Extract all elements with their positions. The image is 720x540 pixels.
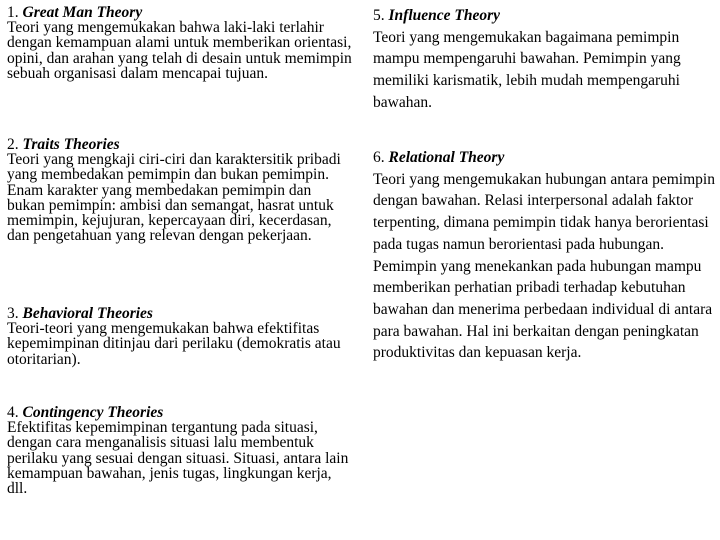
theory-description: Teori yang mengemukakan hubungan antara pemimpin dengan bawahan. Relasi interpersonal adalah faktor terpenting, dimana pemimpin tidak hanya berorientasi pada tugas namun berorientasi pada hubungan. Pemimpin yang menekankan pada hubungan mampu memberikan perhatian pribadi terhadap kebutuhan bawahan dan menerima perbedaan individual di antara para bawahan. Hal ini berkaitan dengan peningkatan produktivitas dan kepuasan kerja. — [373, 170, 715, 362]
theory-title: Behavioral Theories — [22, 305, 153, 322]
theory-item-traits — [7, 137, 353, 243]
theory-heading — [7, 306, 353, 321]
theory-heading — [7, 405, 353, 420]
theory-description: Efektifitas kepemimpinan tergantung pada situasi, dengan cara menganalisis situasi lalu membentuk perilaku yang sesuai dengan situasi. Situasi, antara lain kemampuan bawahan, jenis tugas, lingkungan kerja, dll. — [7, 419, 349, 498]
theory-title: Influence Theory — [388, 7, 501, 24]
theory-description: Teori yang mengemukakan bagaimana pemimpin mampu mempengaruhi bawahan. Pemimpin yang memiliki karismatik, lebih mudah mempengaruhi bawahan. — [373, 28, 681, 111]
theory-title: Great Man Theory — [22, 4, 143, 21]
theory-item-contingency — [7, 405, 353, 496]
theory-description: Teori yang mengkaji ciri-ciri dan karaktersitik pribadi yang membedakan pemimpin dan bukan pemimpin. Enam karakter yang membedakan pemimpin dan bukan pemimpin: ambisi dan semangat, hasrat untuk memimpin, kejujuran, kepercayaan diri, kecerdasan, dan pengetahuan yang relevan dengan pekerjaan. — [7, 151, 341, 245]
theory-title: Relational Theory — [388, 149, 505, 166]
theory-number: 1. — [7, 4, 19, 21]
theory-number: 6. — [373, 149, 385, 166]
theory-number: 2. — [7, 136, 19, 153]
theory-item-relational — [373, 147, 718, 364]
theory-heading — [7, 5, 353, 20]
theory-title: Contingency Theories — [22, 404, 164, 421]
theory-number: 4. — [7, 404, 19, 421]
theory-title: Traits Theories — [22, 136, 120, 153]
theory-item-behavioral — [7, 306, 353, 367]
theory-heading — [373, 147, 718, 169]
theory-number: 3. — [7, 305, 19, 322]
theory-item-influence — [373, 5, 718, 114]
theory-number: 5. — [373, 7, 385, 24]
theory-item-great-man — [7, 5, 353, 81]
theory-heading — [373, 5, 718, 27]
theory-heading — [7, 137, 353, 152]
theory-description: Teori-teori yang mengemukakan bahwa efektifitas kepemimpinan ditinjau dari perilaku (demokratis atau otoritarian). — [7, 320, 341, 368]
theory-description: Teori yang mengemukakan bahwa laki-laki terlahir dengan kemampuan alami untuk memberikan orientasi, opini, dan arahan yang telah di desain untuk memimpin sebuah organisasi dalam mencapai tujuan. — [7, 19, 352, 82]
